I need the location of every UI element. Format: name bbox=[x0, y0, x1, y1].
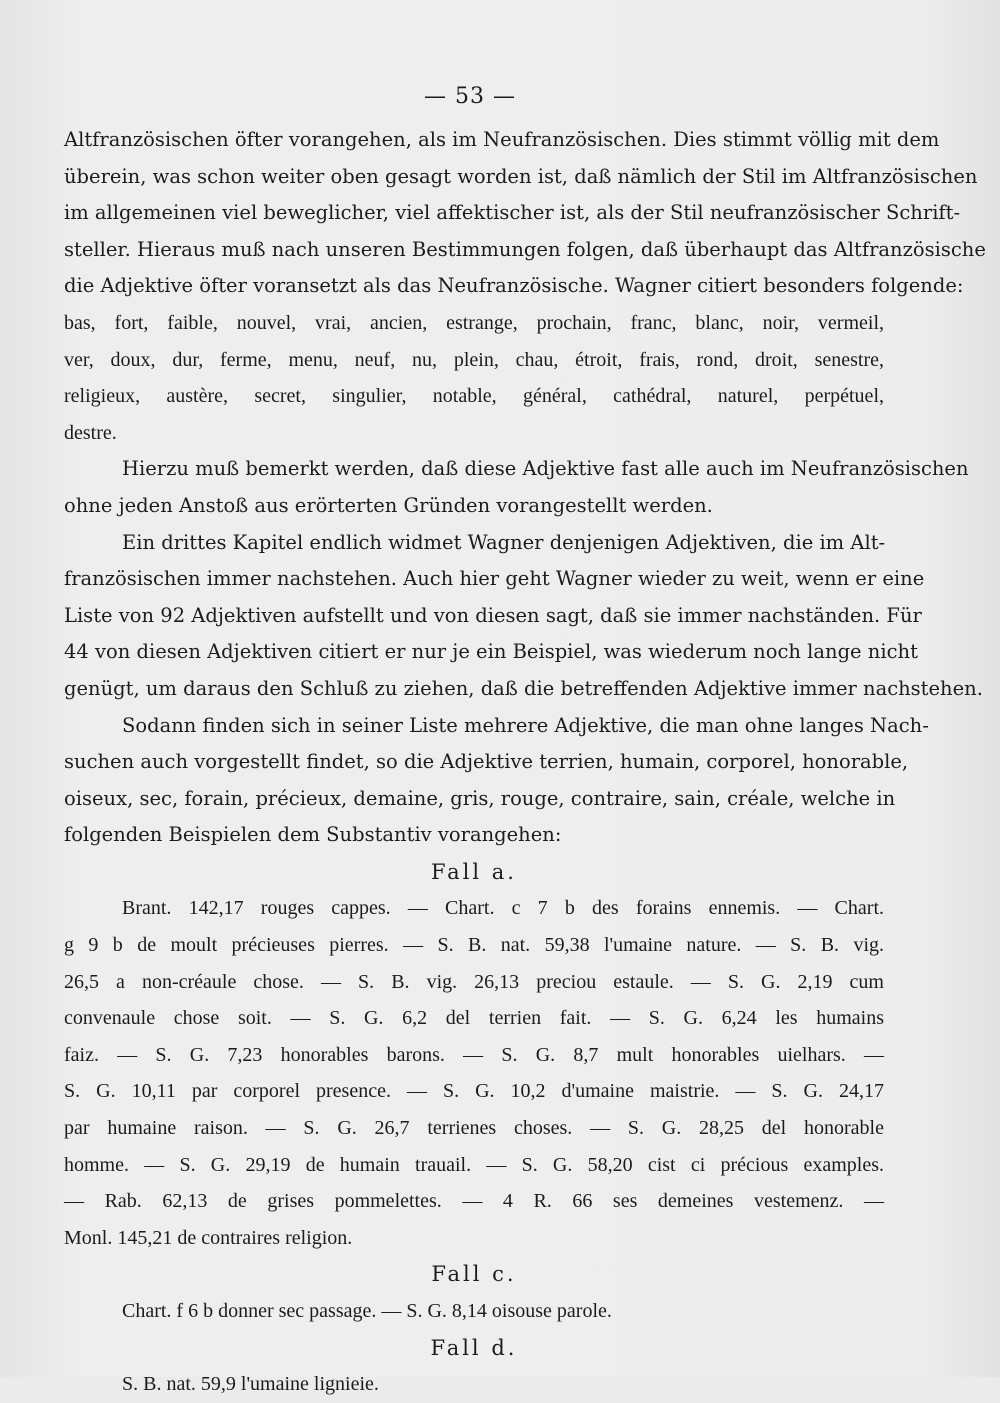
text-line: bas, fort, faible, nouvel, vrai, ancien, estrange, prochain, franc, blanc, noir, vermeil, bbox=[64, 311, 884, 334]
page-number: — 53 — bbox=[424, 84, 516, 109]
paragraph-1 bbox=[64, 122, 986, 451]
text-line: steller. Hieraus muß nach unseren Bestimmungen folgen, daß überhaupt das Altfranzösische bbox=[64, 237, 986, 261]
example-line: S. B. nat. 59,9 l'umaine lignieie. bbox=[122, 1373, 379, 1396]
text-line: destre. bbox=[64, 421, 117, 444]
section-heading-fall-d: Fall d. bbox=[430, 1335, 518, 1360]
text-line: oiseux, sec, forain, précieux, demaine, gris, rouge, contraire, sain, créale, welche in bbox=[64, 786, 896, 810]
text-line: ohne jeden Anstoß aus erörterten Gründen vorangestellt werden. bbox=[64, 493, 713, 517]
section-heading-fall-a: Fall a. bbox=[431, 859, 517, 884]
example-line: Monl. 145,21 de contraires religion. bbox=[64, 1226, 353, 1249]
example-line: Brant. 142,17 rouges cappes. — Chart. c 7 b des forains ennemis. — Chart. bbox=[122, 897, 884, 920]
text-line: Liste von 92 Adjektiven aufstellt und von diesen sagt, daß sie immer nachständen. Für bbox=[64, 603, 922, 627]
examples-fall-d bbox=[64, 1366, 884, 1403]
example-line: convenaule chose soit. — S. G. 6,2 del terrien fait. — S. G. 6,24 les humains bbox=[64, 1007, 884, 1030]
text-line: Altfranzösischen öfter vorangehen, als im Neufranzösischen. Dies stimmt völlig mit dem bbox=[64, 128, 940, 151]
text-line: im allgemeinen viel beweglicher, viel affektischer ist, als der Stil neufranzösischer Schrift- bbox=[64, 201, 961, 225]
text-line: folgenden Beispielen dem Substantiv vorangehen: bbox=[64, 823, 562, 847]
text-line: religieux, austère, secret, singulier, notable, général, cathédral, naturel, perpétuel, bbox=[64, 385, 884, 408]
text-line: Ein drittes Kapitel endlich widmet Wagner denjenigen Adjektiven, die im Alt- bbox=[122, 530, 886, 554]
example-line: faiz. — S. G. 7,23 honorables barons. — S. G. 8,7 mult honorables uielhars. — bbox=[64, 1043, 884, 1066]
text-line: französischen immer nachstehen. Auch hier geht Wagner wieder zu weit, wenn er eine bbox=[64, 567, 925, 591]
example-line: Chart. f 6 b donner sec passage. — S. G. 8,14 oisouse parole. bbox=[122, 1300, 612, 1322]
text-line: Hierzu muß bemerkt werden, daß diese Adjektive fast alle auch im Neufranzösischen bbox=[122, 457, 969, 481]
example-line: S. G. 10,11 par corporel presence. — S. G. 10,2 d'umaine maistrie. — S. G. 24,17 bbox=[64, 1080, 884, 1103]
text-line: überein, was schon weiter oben gesagt worden ist, daß nämlich der Stil im Altfranzösischen bbox=[64, 164, 978, 188]
page-body bbox=[64, 122, 986, 1403]
examples-fall-c bbox=[64, 1293, 884, 1330]
text-line: die Adjektive öfter voransetzt als das Neufranzösische. Wagner citiert besonders folgende: bbox=[64, 274, 964, 298]
example-line: homme. — S. G. 29,19 de humain trauail. — S. G. 58,20 cist ci précious examples. bbox=[64, 1153, 884, 1176]
example-line: g 9 b de moult précieuses pierres. — S. B. nat. 59,38 l'umaine nature. — S. B. vig. bbox=[64, 934, 884, 957]
example-line: par humaine raison. — S. G. 26,7 terrienes choses. — S. G. 28,25 del honorable bbox=[64, 1117, 884, 1140]
text-line: ver, doux, dur, ferme, menu, neuf, nu, plein, chau, étroit, frais, rond, droit, senestre, bbox=[64, 348, 884, 371]
paragraph-4 bbox=[64, 708, 929, 854]
text-line: Sodann finden sich in seiner Liste mehrere Adjektive, die man ohne langes Nach- bbox=[122, 713, 929, 737]
paragraph-3 bbox=[64, 525, 983, 708]
paragraph-2 bbox=[64, 451, 969, 524]
text-line: 44 von diesen Adjektiven citiert er nur je ein Beispiel, was wiederum noch lange nicht bbox=[64, 640, 918, 664]
text-line: suchen auch vorgestellt findet, so die Adjektive terrien, humain, corporel, honorable, bbox=[64, 750, 909, 774]
example-line: 26,5 a non-créaule chose. — S. B. vig. 26,13 preciou estaule. — S. G. 2,19 cum bbox=[64, 970, 884, 993]
example-line: — Rab. 62,13 de grises pommelettes. — 4 R. 66 ses demeines vestemenz. — bbox=[64, 1190, 884, 1213]
text-line: genügt, um daraus den Schluß zu ziehen, daß die betreffenden Adjektive immer nachstehen. bbox=[64, 676, 983, 700]
section-heading-fall-c: Fall c. bbox=[431, 1262, 517, 1287]
examples-fall-a bbox=[64, 890, 884, 1256]
